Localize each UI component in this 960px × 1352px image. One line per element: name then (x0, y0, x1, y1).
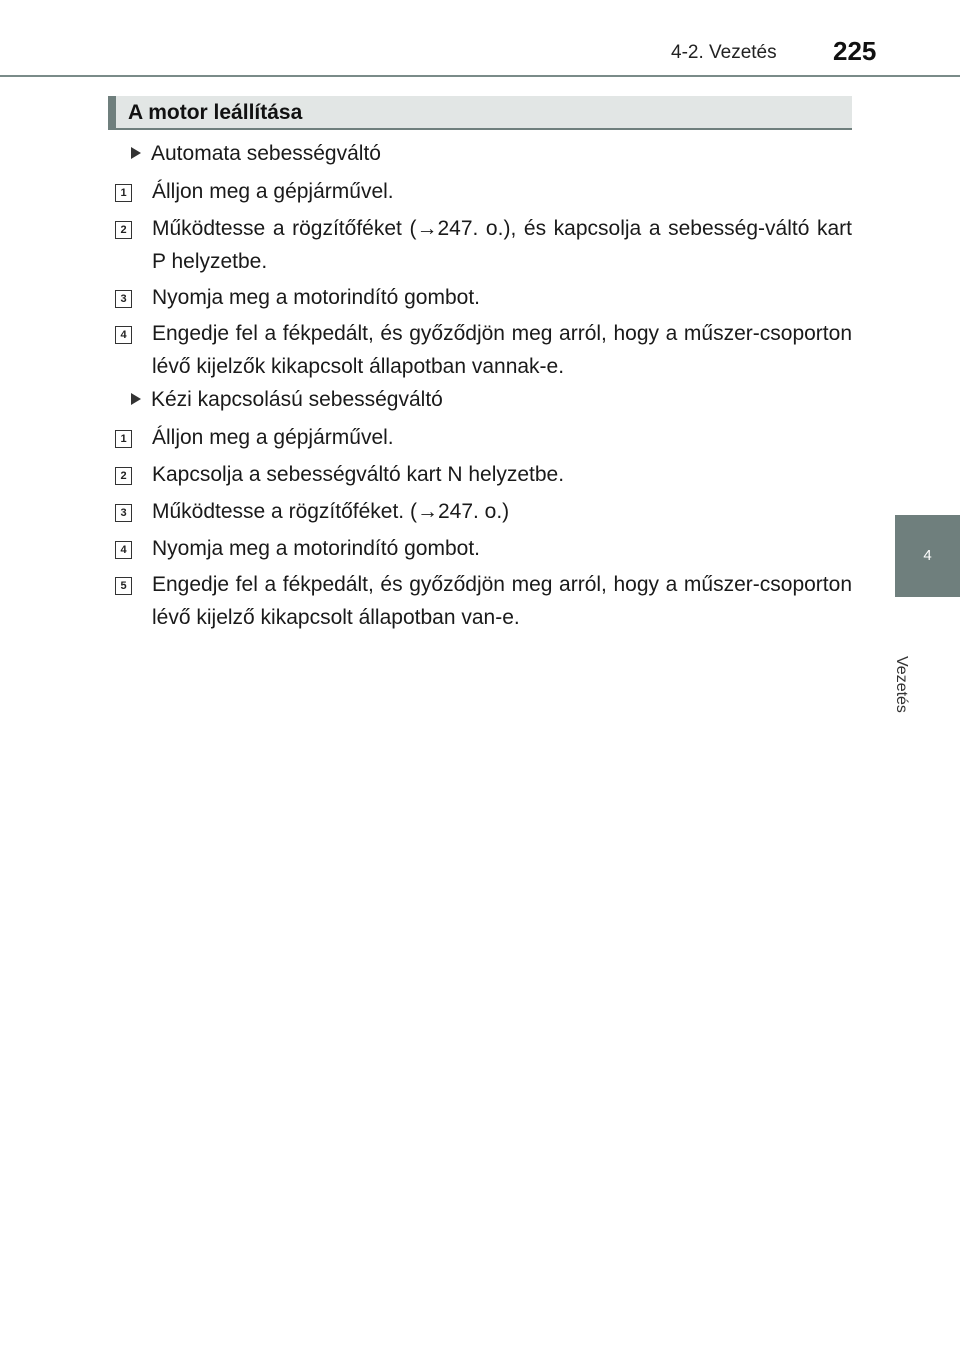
triangle-bullet-icon (131, 147, 141, 159)
header-divider (0, 75, 960, 77)
section-title: A motor leállítása (128, 101, 303, 124)
step-number-box: 2 (115, 221, 132, 239)
chapter-tab (895, 515, 960, 597)
step-number-box: 2 (115, 467, 132, 485)
step-number-box: 3 (115, 290, 132, 308)
chapter-tab-number: 4 (923, 547, 932, 564)
step-number-box: 4 (115, 326, 132, 344)
step-text: Működtesse a rögzítőféket (→247. o.), és kapcsolja a sebesség-váltó kart P helyzetbe. (152, 217, 852, 273)
triangle-bullet-icon (131, 393, 141, 405)
step-text: Álljon meg a gépjárművel. (152, 426, 394, 449)
step-number-box: 1 (115, 184, 132, 202)
step-number-box: 1 (115, 430, 132, 448)
section-header (108, 96, 852, 130)
step-number-box: 4 (115, 541, 132, 559)
step-text: Működtesse a rögzítőféket. (→247. o.) (152, 500, 510, 523)
step-number-box: 3 (115, 504, 132, 522)
subheading-manual-label: Kézi kapcsolású sebességváltó (151, 388, 443, 411)
step-text: Kapcsolja a sebességváltó kart N helyzetbe. (152, 463, 565, 486)
subheading-automatic-label: Automata sebességváltó (151, 142, 381, 165)
chapter-tab-label: Vezetés (893, 656, 910, 713)
step-number-box: 5 (115, 577, 132, 595)
step-text: Engedje fel a fékpedált, és győződjön meg arról, hogy a műszer-csoporton lévő kijelző kikapcsolt állapotban van-e. (152, 573, 852, 629)
step-text: Álljon meg a gépjárművel. (152, 180, 394, 203)
running-header-section: 4-2. Vezetés (671, 42, 777, 63)
step-text: Engedje fel a fékpedált, és győződjön meg arról, hogy a műszer-csoporton lévő kijelzők kikapcsolt állapotban vannak-e. (152, 322, 852, 378)
page-number: 225 (833, 36, 877, 66)
step-text: Nyomja meg a motorindító gombot. (152, 286, 480, 309)
step-text: Nyomja meg a motorindító gombot. (152, 537, 480, 560)
subheading-automatic (131, 142, 381, 166)
subheading-manual (131, 388, 443, 412)
